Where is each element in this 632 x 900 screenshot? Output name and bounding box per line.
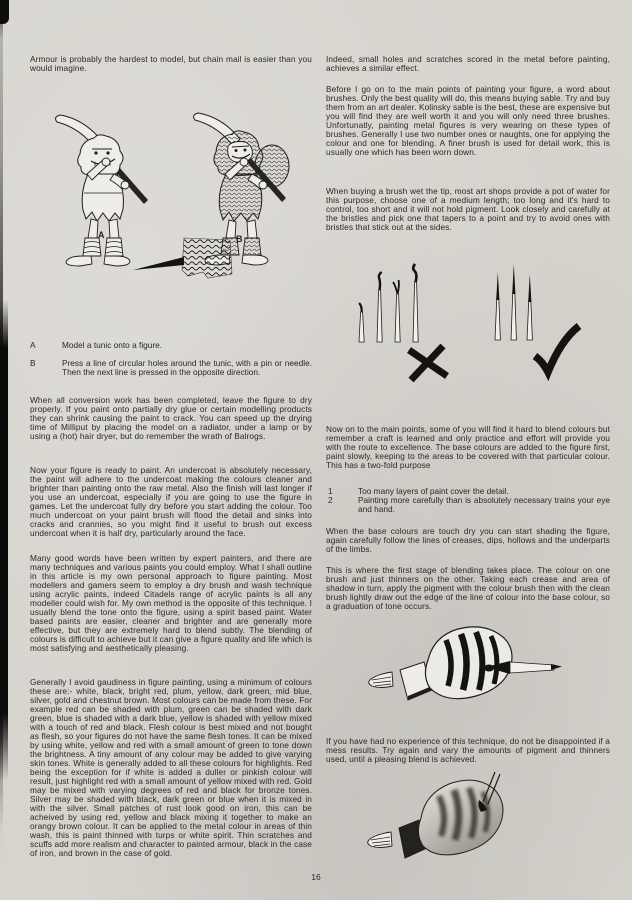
para-colours: Generally I avoid gaudiness in figure painting, using a minimum of colours these are:- white, black, bright red, plum, yellow, dark green, mid blue, silver, gold and chestnut brown. Most colours can be made from these. For example red can be shaded with plum, green can be shaded with dark green, blue is shaded with a dark blue, yellow is shaded with yellow mixed with a touch of red and black. Flesh colour is best mixed and not bought as flesh, so your figures do not have the same flesh tones. It can be mixed by using white, yellow and red with a small amount of green to tone down the brightness. A tiny amount of any colour may be added to give varying skin tones. White is generally added to all these colours for highlights. Red being the exception for if white is added a duller or pinkish colour will result, just highlight red with a small amount of yellow mixed with red. Gold may be mixed with varying degrees of red and black for bronze tones. Silver may be shaded with black, dark green or blue when it is mixed in with the silver. Small patches of rust look good on iron, this can be acheived by using red, yellow and black mixing it together to make an orangy brown colour. It can be applied to the metal colour in areas of thin wash, this is paint thinned with turps or white spirit. Thin scratches and scuffs add more realism and character to painted armour, black in the case of iron, and brown in the case of gold.	[30, 677, 312, 858]
para-undercoat: Now your figure is ready to paint. An undercoat is absolutely necessary, the paint will adhere to the undercoat making the colours cleaner and brighter than painting onto the raw metal. Also the finish will last longer if you use an undercoat, especially if you are going to use the figure in games. Let the undercoat fully dry before you start adding the colour. Too much undercoat on your paint brush will flood the detail and sinks into cracks and crannies, so you might find it useful to brush out excess undercoat when it is half dry, particularly around the face.	[30, 465, 312, 538]
para-blending: This is where the first stage of blending takes place. The colour on one brush and just thinners on the other. Taking each crease and area of shadow in turn, apply the pigment with the colour brush then with the clean brush lightly draw out the edge of the line of colour into the base colour, so a graduation of tone occurs.	[326, 565, 610, 611]
scan-binding-shadow	[0, 300, 8, 780]
reject-x-mark	[409, 346, 447, 380]
caption-b	[30, 359, 312, 377]
figure-b-label: B	[236, 234, 243, 244]
caption-b-text: Press a line of circular holes around the tunic, with a pin or needle. Then the next line is pressed in the opposite direction.	[62, 358, 312, 377]
para-main-points: Now on to the main points, some of you will find it hard to blend colours but remember a craft is learned and only practice and effort will provide you with the route to excellence. The base colours are added to the figure first, paint slowly, keeping to the areas to be covered with that particular colour. This has a two-fold purpose	[326, 424, 610, 470]
caption-a-text: Model a tunic onto a figure.	[62, 340, 163, 350]
orc-figure-a	[56, 115, 148, 266]
caption-a	[30, 341, 312, 350]
para-brushes: Before I go on to the main points of painting your figure, a word about brushes. Only the best quality will do, this means buying sable. Try and buy them from an art dealer. Kolinsky sable is the best, these are expensive but you will find they are well worth it and you will only need three brushes. Unfortunatly, painting metal figures is very wearing on these types of brushes. Generally I use two number ones or naughts, one for applying the colour and one for blending. A finer brush is used for detail work, this is usually one which has been worn down.	[326, 84, 610, 157]
para-scratches: Indeed, small holes and scratches scored in the metal before painting, achieves a similar effect.	[326, 54, 610, 73]
brush-selection-illustration	[325, 262, 610, 387]
conversion-illustration	[30, 112, 312, 340]
para-practice: If you have had no experience of this technique, do not be disappointed if a mess results. Try again and vary the amounts of pigment and thinners used, until a pleasing blend is achieved.	[326, 736, 610, 764]
chain-mail-drawing	[133, 238, 232, 278]
page-number: 16	[311, 872, 321, 882]
purpose-item-2-text: Painting more carefully than is absolutely necessary trains your eye and hand.	[358, 495, 610, 514]
orc-figures-drawing	[30, 112, 312, 340]
para-drying: When all conversion work has been completed, leave the figure to dry properly. If you paint onto partially dry glue or certain modelling products they can shrink causing the paint to crack. You can speed up the drying time of Milliput by placing the model on a radiator, under a lamp or by using a (hot) hair dryer, but do remember the wrath of Balrogs.	[30, 395, 312, 441]
blending-stage2-illustration	[355, 768, 525, 870]
caption-b-label: B	[30, 358, 36, 368]
sleeve-hard-lines-drawing	[358, 624, 568, 708]
scan-corner-mark	[0, 0, 9, 24]
bad-brushes	[359, 264, 418, 342]
para-shading: When the base colours are touch dry you can start shading the figure, again carefully follow the lines of creases, dips, hollows and the underparts of the limbs.	[326, 526, 610, 554]
purpose-item-2	[326, 496, 610, 514]
figure-a-label: A	[98, 230, 105, 240]
para-technique: Many good words have been written by expert painters, and there are many techniques and various paints you could employ. What I shall outline in this article is my own personal approach to figure painting. Most modellers and gamers seem to employ a dry brush and wash technique using acrylic paints, indeed Citadels range of acrylic paints is all any modeller could wish for. My own method is the opposite of this technique. I usually blend the tone onto the figure, using a spirit based paint. Water based paints are easier, cleaner and brighter and are generally more effective, but they are extremely hard to blend subtly. The blending of colours is difficult to achieve but it can give a figure quality and life which is most satisfying and aesthetically pleasing.	[30, 553, 312, 653]
good-brushes	[495, 264, 532, 340]
brush-comparison-drawing	[325, 262, 610, 387]
para-armour: Armour is probably the hardest to model, but chain mail is easier than you would imagine.	[30, 54, 312, 73]
para-brush-buying: When buying a brush wet the tip, most art shops provide a pot of water for this purpose, choose one of a medium length; too long and it's hard to control, too short and it will not hold pigment. Look closely and carefully at the bristles and pick one that tapers to a point and try to avoid ones with bristles that stick out at the sides.	[326, 186, 610, 232]
caption-a-label: A	[30, 340, 36, 350]
sleeve-blended-drawing	[355, 768, 525, 870]
purpose-item-1-text: Too many layers of paint cover the detail.	[358, 486, 509, 496]
purpose-item-1-number: 1	[328, 486, 333, 496]
purpose-item-2-number: 2	[328, 495, 333, 505]
approve-check-mark	[535, 326, 579, 372]
blending-stage1-illustration	[358, 624, 568, 708]
